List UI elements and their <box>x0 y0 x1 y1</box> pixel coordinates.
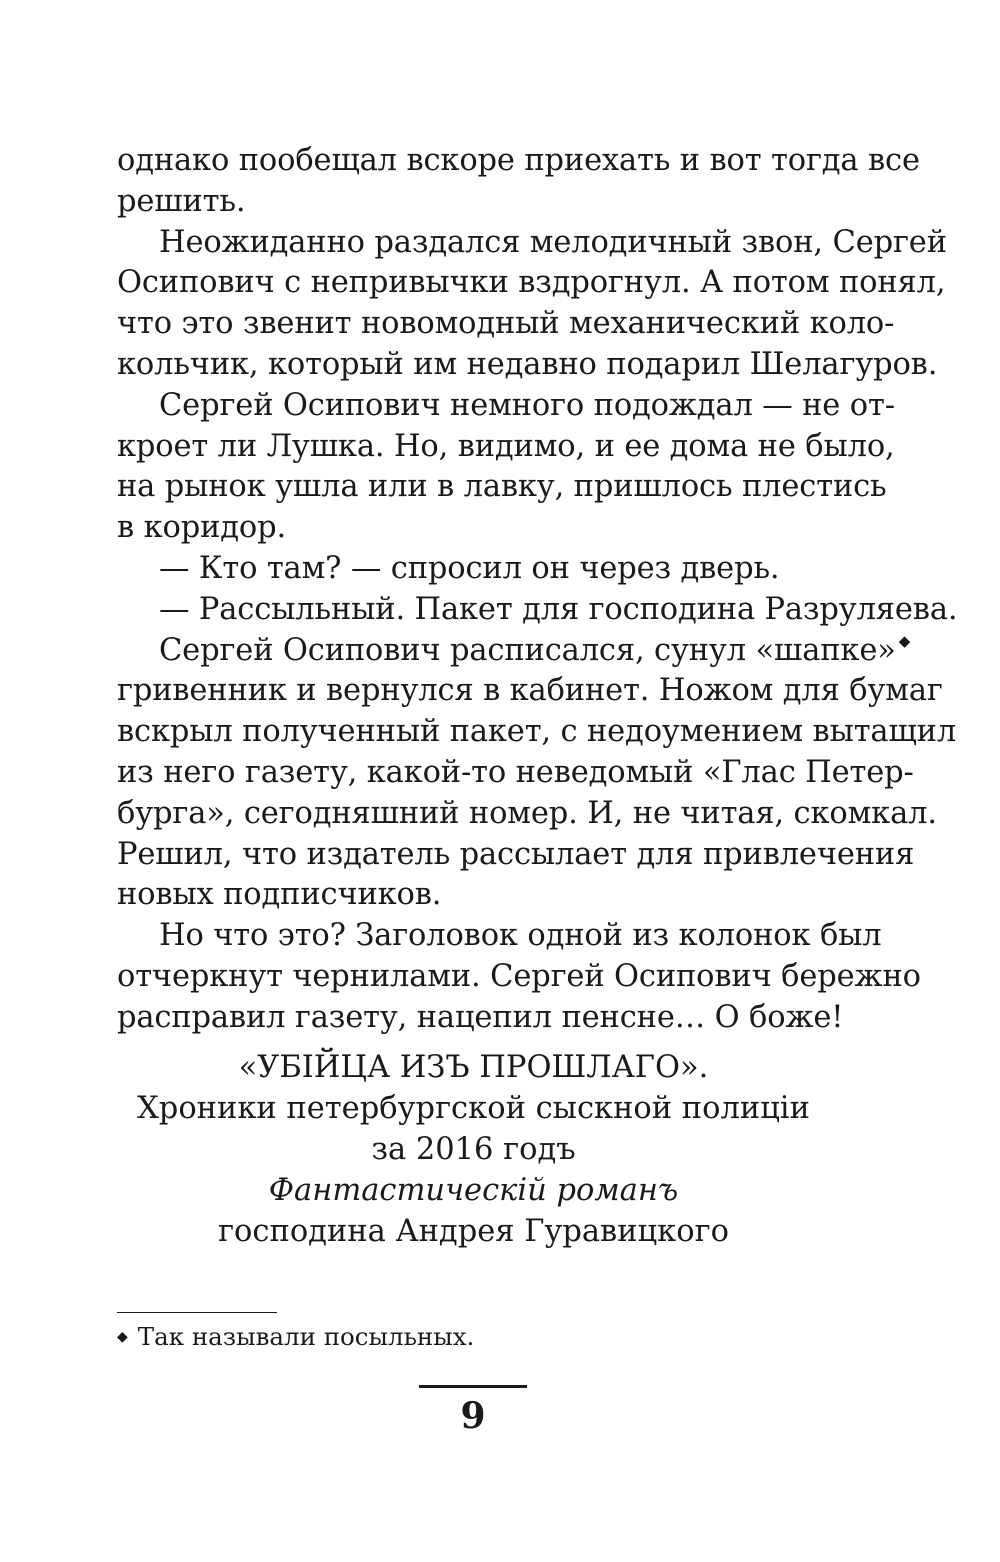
text-line-content: Осипович с непривычки вздрогнул. А потом понял, <box>117 265 946 301</box>
text-line-content: новых подписчиков. <box>117 877 442 913</box>
heading-genre: Фантастическій романъ <box>268 1172 679 1208</box>
text-line <box>117 794 937 835</box>
text-line-content: в коридор. <box>117 510 287 546</box>
text-line-content: Неожиданно раздался мелодичный звон, Сергей <box>159 224 947 260</box>
text-line-content: из него газету, какой-то неведомый «Глас Петер- <box>117 754 914 790</box>
text-line <box>117 549 830 590</box>
text-line <box>117 590 958 631</box>
text-line <box>117 263 946 304</box>
text-line-content: — Рассыльный. Пакет для господина Разруляева. <box>159 591 958 627</box>
text-line-content: на рынок ушла или в лавку, пришлось плестись <box>117 469 887 505</box>
text-line <box>117 427 895 468</box>
footnote-bullet-icon: ◆ <box>117 1329 128 1345</box>
footnote-text: Так называли посыльных. <box>137 1322 475 1351</box>
text-line <box>117 345 938 386</box>
text-line-content: Решил, что издатель рассылает для привлечения <box>117 836 915 872</box>
heading-title: «УБІЙЦА ИЗЪ ПРОШЛАГО». <box>238 1049 709 1085</box>
heading-author: господина Андрея Гуравицкого <box>218 1213 729 1249</box>
footnote <box>117 1321 474 1357</box>
text-line <box>117 223 947 264</box>
text-line <box>117 182 830 223</box>
text-line-content: — Кто там? — спросил он через дверь. <box>159 550 780 586</box>
text-line <box>117 467 887 508</box>
text-line <box>117 508 830 549</box>
newspaper-heading <box>117 1047 830 1252</box>
text-line-content: бурга», сегодняшний номер. И, не читая, скомкал. <box>117 795 937 831</box>
text-line-content: вскрыл полученный пакет, с недоумением вытащил <box>117 714 957 750</box>
footnote-divider <box>117 1312 277 1313</box>
body-text <box>117 141 958 1039</box>
text-line <box>117 957 921 998</box>
heading-year: за 2016 годъ <box>371 1131 576 1167</box>
text-line-content: Сергей Осипович немного подождал — не от- <box>159 387 895 423</box>
text-line-content: отчеркнут чернилами. Сергей Осипович бережно <box>117 958 921 994</box>
text-line <box>117 141 920 182</box>
text-line <box>117 875 830 916</box>
page-number-rule <box>419 1385 527 1388</box>
text-line <box>117 712 957 753</box>
text-line <box>117 998 844 1039</box>
text-line <box>117 916 882 957</box>
text-line-content: расправил газету, нацепил пенсне… О боже! <box>117 999 844 1035</box>
text-line <box>117 835 915 876</box>
text-line <box>117 753 914 794</box>
text-line <box>117 671 943 712</box>
text-line <box>117 304 895 345</box>
text-line-content: кроет ли Лушка. Но, видимо, и ее дома не было, <box>117 428 895 464</box>
text-line-content: кольчик, который им недавно подарил Шелагуров. <box>117 346 938 382</box>
footnote-mark-icon: ◆ <box>898 631 911 650</box>
text-line <box>117 386 895 427</box>
text-line-content: что это звенит новомодный механический коло- <box>117 306 895 342</box>
text-line-content: Сергей Осипович расписался, сунул «шапке» <box>159 632 896 668</box>
heading-subtitle: Хроники петербургской сыскной полиціи <box>137 1090 810 1126</box>
text-line-content: гривенник и вернулся в кабинет. Ножом для бумаг <box>117 673 943 709</box>
text-line-content: однако пообещал вскоре приехать и вот тогда все <box>117 143 920 178</box>
text-line-content: Но что это? Заголовок одной из колонок был <box>159 918 882 954</box>
text-line <box>117 631 911 672</box>
text-line-content: решить. <box>117 183 246 219</box>
page-body <box>117 141 958 1252</box>
page-number: 9 <box>460 1395 486 1437</box>
